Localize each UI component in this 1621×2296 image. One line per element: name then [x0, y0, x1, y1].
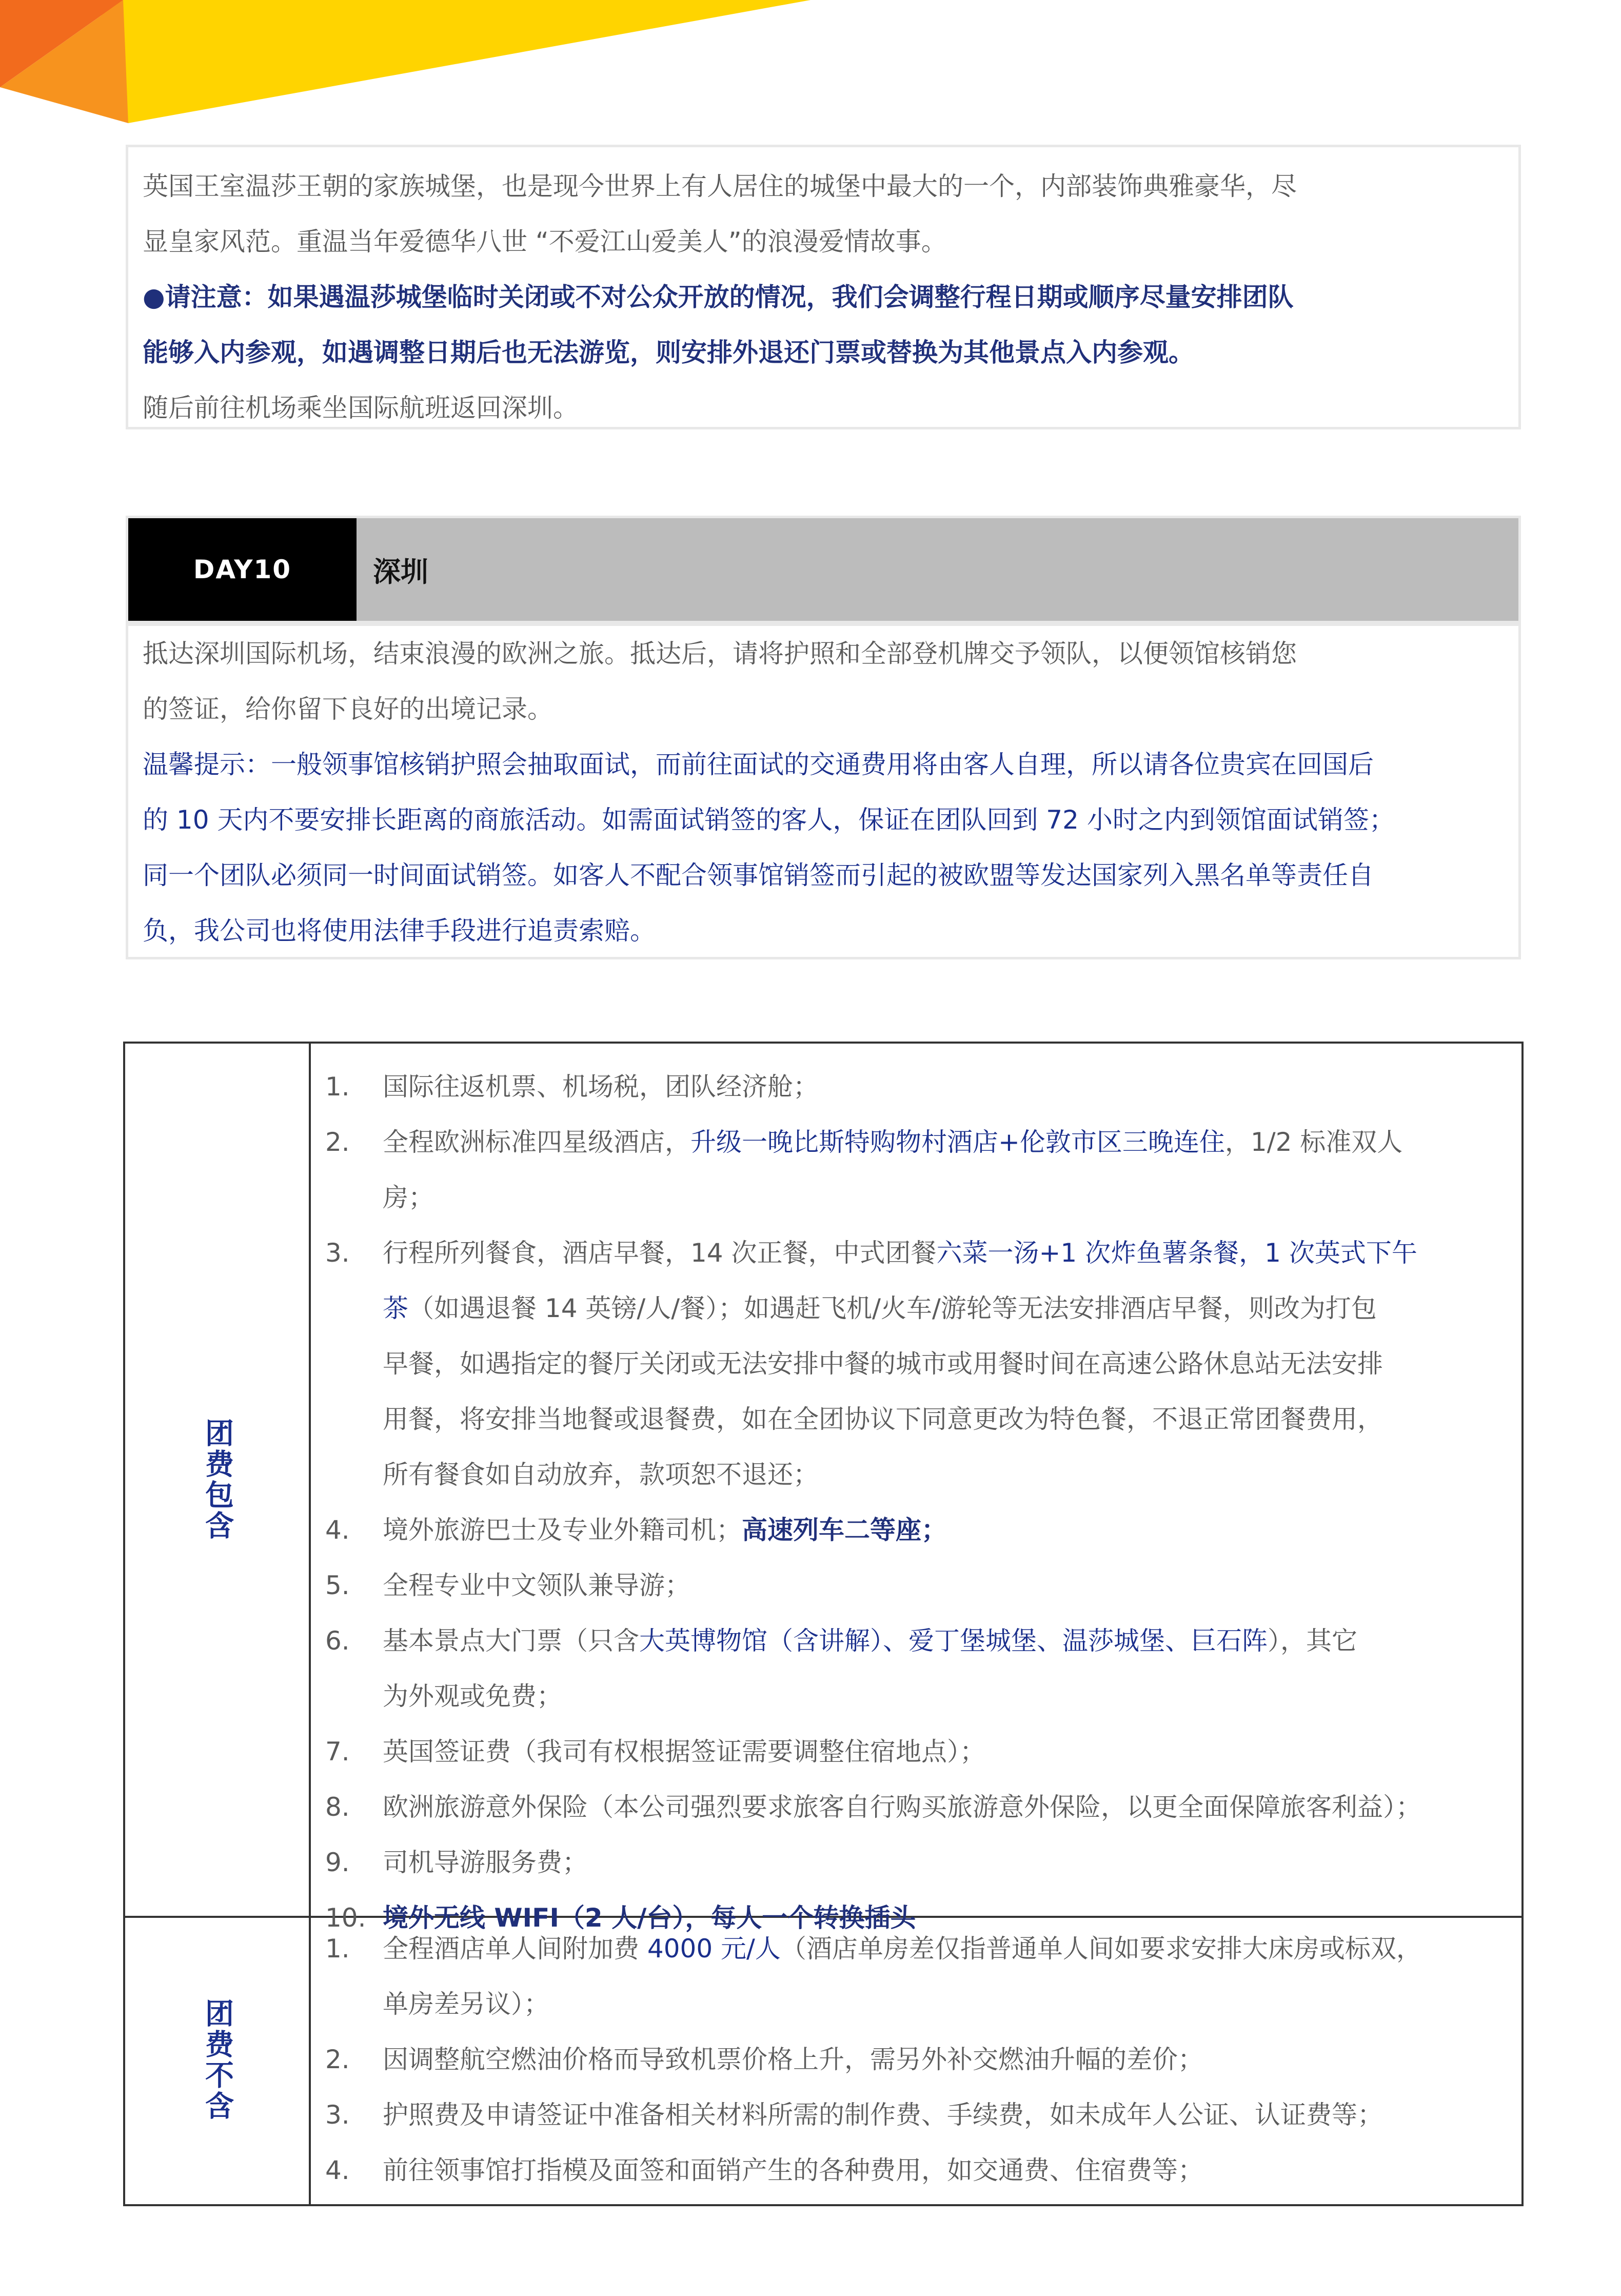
tip-line-1: 温馨提示：一般领事馆核销护照会抽取面试，而前往面试的交通费用将由客人自理，所以请各位贵宾在回国后 [143, 750, 1374, 779]
intro-line-1: 英国王室温莎王朝的家族城堡，也是现今世界上有人居住的城堡中最大的一个，内部装饰典雅豪华，尽 [143, 171, 1297, 201]
list-item-continuation: 房； [383, 1183, 434, 1212]
list-item: 1. 国际往返机票、机场税，团队经济舱； [325, 1072, 819, 1102]
list-item: 4. 境外旅游巴士及专业外籍司机；高速列车二等座； [325, 1515, 947, 1545]
list-item-continuation: 用餐，将安排当地餐或退餐费，如在全团协议下同意更改为特色餐，不退正常团餐费用， [383, 1404, 1383, 1434]
list-item: 10. 境外无线 WIFI（2 人/台），每人一个转换插头 [325, 1903, 916, 1933]
list-item: 4. 前往领事馆打指模及面签和面销产生的各种费用，如交通费、住宿费等； [325, 2155, 1203, 2185]
list-item: 2. 因调整航空燃油价格而导致机票价格上升，需另外补交燃油升幅的差价； [325, 2045, 1203, 2074]
list-item: 3. 行程所列餐食，酒店早餐，14 次正餐，中式团餐六菜一汤+1 次炸鱼薯条餐，1 次英式下午 [325, 1238, 1417, 1268]
list-item: 2. 全程欧洲标准四星级酒店，升级一晚比斯特购物村酒店+伦敦市区三晚连住，1/2 标准双人 [325, 1127, 1403, 1157]
list-item: 8. 欧洲旅游意外保险（本公司强烈要求旅客自行购买旅游意外保险，以更全面保障旅客利益）； [325, 1792, 1421, 1822]
list-item: 6. 基本景点大门票（只含大英博物馆（含讲解）、爱丁堡城堡、温莎城堡、巨石阵），其它 [325, 1626, 1357, 1656]
fee-included-row [125, 1044, 1521, 1933]
fee-excluded-list [325, 1921, 1511, 2198]
fee-included-label-cell [125, 1044, 311, 1916]
day10-line-2: 的签证，给你留下良好的出境记录。 [143, 694, 553, 724]
notice-line-2: 能够入内参观，如遇调整日期后也无法游览，则安排外退还门票或替换为其他景点入内参观。 [143, 338, 1194, 367]
corner-decoration [0, 0, 821, 133]
day-label: DAY10 [128, 518, 357, 621]
fee-table [123, 1042, 1524, 2206]
tip-line-2: 的 10 天内不要安排长距离的商旅活动。如需面试销签的客人，保证在团队回到 72 小时之内到领馆面试销签； [143, 805, 1395, 835]
fee-excluded-label: 团费不含 [201, 1998, 234, 2122]
list-item-continuation: 早餐，如遇指定的餐厅关闭或无法安排中餐的城市或用餐时间在高速公路休息站无法安排 [383, 1349, 1383, 1379]
intro-line-3: 随后前往机场乘坐国际航班返回深圳。 [143, 393, 579, 423]
fee-included-list [325, 1059, 1511, 1946]
tip-line-3: 同一个团队必须同一时间面试销签。如客人不配合领事馆销签而引起的被欧盟等发达国家列入黑名单等责任自 [143, 860, 1374, 890]
day-city: 深圳 [357, 518, 1518, 621]
fee-excluded-row [125, 1916, 1521, 2204]
day10-line-1: 抵达深圳国际机场，结束浪漫的欧洲之旅。抵达后，请将护照和全部登机牌交予领队，以便领馆核销您 [143, 639, 1297, 669]
tip-line-4: 负，我公司也将使用法律手段进行追责索赔。 [143, 916, 656, 946]
day10-content-box [126, 623, 1521, 959]
windsor-description-box [126, 145, 1521, 429]
list-item: 1. 全程酒店单人间附加费 4000 元/人（酒店单房差仅指普通单人间如要求安排大床房或标双， [325, 1934, 1422, 1964]
list-item: 7. 英国签证费（我司有权根据签证需要调整住宿地点）； [325, 1737, 985, 1767]
list-item-continuation: 所有餐食如自动放弃，款项恕不退还； [383, 1460, 819, 1489]
list-item: 3. 护照费及申请签证中准备相关材料所需的制作费、手续费，如未成年人公证、认证费等； [325, 2100, 1383, 2130]
fee-included-label: 团费包含 [201, 1418, 234, 1541]
intro-line-2: 显皇家风范。重温当年爱德华八世 “不爱江山爱美人”的浪漫爱情故事。 [143, 227, 947, 257]
yellow-stripe-shape [97, 0, 810, 123]
list-item: 5. 全程专业中文领队兼导游； [325, 1571, 690, 1600]
list-item-continuation: 单房差另议）； [383, 1989, 549, 2019]
notice-line-1: ●请注意：如果遇温莎城堡临时关闭或不对公众开放的情况，我们会调整行程日期或顺序尽量安排团队 [143, 282, 1294, 312]
fee-excluded-label-cell [125, 1916, 311, 2204]
list-item-continuation: 为外观或免费； [383, 1681, 562, 1711]
list-item: 9. 司机导游服务费； [325, 1848, 588, 1877]
day10-header [126, 516, 1521, 623]
list-item-continuation: 茶（如遇退餐 14 英镑/人/餐）；如遇赶飞机/火车/游轮等无法安排酒店早餐，则改为打包 [383, 1293, 1377, 1323]
